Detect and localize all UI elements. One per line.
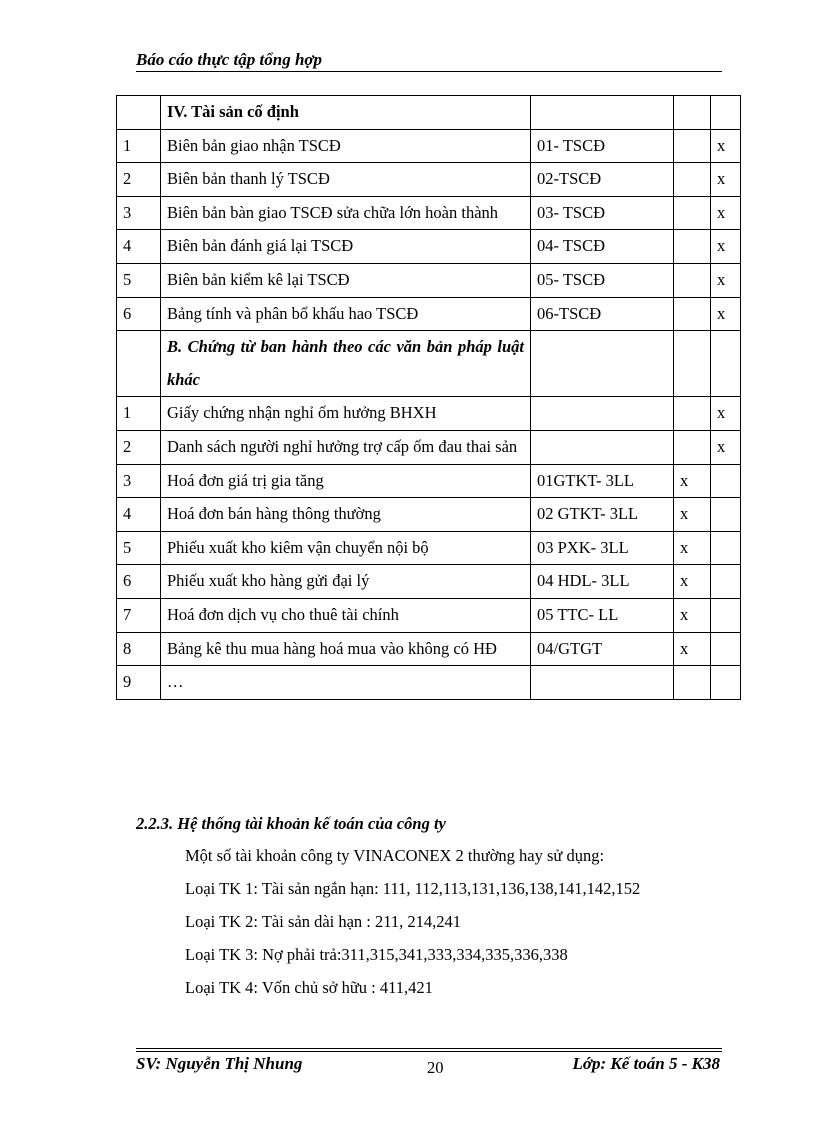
section-intro: Một số tài khoản công ty VINACONEX 2 thường hay sử dụng: <box>185 846 605 865</box>
document-code-cell: 04/GTGT <box>531 632 674 666</box>
document-name-cell: Giấy chứng nhận nghỉ ốm hưởng BHXH <box>161 397 531 431</box>
mark-cell-b: x <box>711 163 741 197</box>
document-code-cell <box>531 666 674 700</box>
footer-divider-inner <box>136 1051 722 1052</box>
table-row <box>117 331 741 397</box>
row-number-cell: 8 <box>117 632 161 666</box>
mark-cell-a <box>674 96 711 130</box>
table-row <box>117 598 741 632</box>
mark-cell-b: x <box>711 397 741 431</box>
table-row <box>117 397 741 431</box>
mark-cell-b: x <box>711 129 741 163</box>
row-number-cell: 1 <box>117 397 161 431</box>
account-line-3: Loại TK 3: Nợ phải trả:311,315,341,333,334,335,336,338 <box>185 945 568 964</box>
document-name-cell: Bảng tính và phân bổ khấu hao TSCĐ <box>161 297 531 331</box>
mark-cell-b <box>711 632 741 666</box>
row-number-cell: 2 <box>117 163 161 197</box>
document-code-cell <box>531 331 674 397</box>
mark-cell-b: x <box>711 263 741 297</box>
mark-cell-a <box>674 263 711 297</box>
mark-cell-b <box>711 331 741 397</box>
page-header-title: Báo cáo thực tập tổng hợp <box>136 50 722 72</box>
mark-cell-b <box>711 598 741 632</box>
document-code-cell: 02-TSCĐ <box>531 163 674 197</box>
document-name-cell: B. Chứng từ ban hành theo các văn bản pháp luật khác <box>161 331 531 397</box>
document-name-cell: Hoá đơn giá trị gia tăng <box>161 464 531 498</box>
document-name-cell: Biên bản bàn giao TSCĐ sửa chữa lớn hoàn thành <box>161 196 531 230</box>
row-number-cell: 3 <box>117 464 161 498</box>
mark-cell-a: x <box>674 565 711 599</box>
document-table <box>116 95 741 700</box>
mark-cell-b <box>711 531 741 565</box>
table-row <box>117 565 741 599</box>
document-code-cell <box>531 430 674 464</box>
document-name-cell: Hoá đơn dịch vụ cho thuê tài chính <box>161 598 531 632</box>
document-name-cell: Biên bản kiểm kê lại TSCĐ <box>161 263 531 297</box>
row-number-cell: 6 <box>117 565 161 599</box>
mark-cell-a <box>674 331 711 397</box>
mark-cell-a: x <box>674 531 711 565</box>
table-row <box>117 230 741 264</box>
mark-cell-a: x <box>674 464 711 498</box>
table-row <box>117 263 741 297</box>
document-code-cell: 03- TSCĐ <box>531 196 674 230</box>
table-row <box>117 96 741 130</box>
section-heading: 2.2.3. Hệ thống tài khoản kế toán của công ty <box>136 814 446 833</box>
mark-cell-a <box>674 666 711 700</box>
row-number-cell: 3 <box>117 196 161 230</box>
table-row <box>117 430 741 464</box>
mark-cell-b <box>711 464 741 498</box>
mark-cell-b: x <box>711 230 741 264</box>
document-name-cell: Phiếu xuất kho kiêm vận chuyển nội bộ <box>161 531 531 565</box>
table-row <box>117 464 741 498</box>
mark-cell-b: x <box>711 430 741 464</box>
table-row <box>117 196 741 230</box>
mark-cell-b <box>711 96 741 130</box>
mark-cell-a <box>674 163 711 197</box>
table-row <box>117 297 741 331</box>
mark-cell-a <box>674 397 711 431</box>
mark-cell-a <box>674 129 711 163</box>
document-code-cell: 05- TSCĐ <box>531 263 674 297</box>
mark-cell-a: x <box>674 498 711 532</box>
mark-cell-a <box>674 230 711 264</box>
document-code-cell: 01GTKT- 3LL <box>531 464 674 498</box>
document-name-cell: IV. Tài sản cố định <box>161 96 531 130</box>
table-row <box>117 498 741 532</box>
row-number-cell: 5 <box>117 263 161 297</box>
document-name-cell: Phiếu xuất kho hàng gửi đại lý <box>161 565 531 599</box>
document-code-cell: 04 HDL- 3LL <box>531 565 674 599</box>
mark-cell-b: x <box>711 196 741 230</box>
table-row <box>117 632 741 666</box>
document-code-cell: 03 PXK- 3LL <box>531 531 674 565</box>
document-code-cell: 05 TTC- LL <box>531 598 674 632</box>
row-number-cell: 4 <box>117 498 161 532</box>
row-number-cell: 2 <box>117 430 161 464</box>
footer-divider <box>136 1048 722 1049</box>
mark-cell-a <box>674 297 711 331</box>
document-code-cell: 04- TSCĐ <box>531 230 674 264</box>
document-name-cell: Biên bản đánh giá lại TSCĐ <box>161 230 531 264</box>
table-row <box>117 129 741 163</box>
document-code-cell <box>531 96 674 130</box>
table-row <box>117 531 741 565</box>
document-code-cell: 01- TSCĐ <box>531 129 674 163</box>
account-line-4: Loại TK 4: Vốn chủ sở hữu : 411,421 <box>185 978 433 997</box>
table-row <box>117 666 741 700</box>
document-code-cell: 02 GTKT- 3LL <box>531 498 674 532</box>
row-number-cell <box>117 331 161 397</box>
document-name-cell: Biên bản giao nhận TSCĐ <box>161 129 531 163</box>
account-line-1: Loại TK 1: Tài sản ngắn hạn: 111, 112,113,131,136,138,141,142,152 <box>185 879 641 898</box>
document-name-cell: Bảng kê thu mua hàng hoá mua vào không có HĐ <box>161 632 531 666</box>
mark-cell-a <box>674 196 711 230</box>
table-row <box>117 163 741 197</box>
row-number-cell: 6 <box>117 297 161 331</box>
document-code-cell: 06-TSCĐ <box>531 297 674 331</box>
mark-cell-a: x <box>674 632 711 666</box>
document-name-cell: … <box>161 666 531 700</box>
mark-cell-b <box>711 565 741 599</box>
document-name-cell: Danh sách người nghỉ hưởng trợ cấp ốm đau thai sản <box>161 430 531 464</box>
document-name-cell: Hoá đơn bán hàng thông thường <box>161 498 531 532</box>
row-number-cell: 5 <box>117 531 161 565</box>
page-number: 20 <box>427 1058 444 1077</box>
row-number-cell <box>117 96 161 130</box>
document-name-cell: Biên bản thanh lý TSCĐ <box>161 163 531 197</box>
mark-cell-a: x <box>674 598 711 632</box>
mark-cell-a <box>674 430 711 464</box>
footer-student: SV: Nguyễn Thị Nhung <box>136 1054 303 1073</box>
document-table-body <box>117 96 741 700</box>
row-number-cell: 1 <box>117 129 161 163</box>
footer-class: Lớp: Kế toán 5 - K38 <box>572 1054 720 1073</box>
row-number-cell: 7 <box>117 598 161 632</box>
mark-cell-b: x <box>711 297 741 331</box>
row-number-cell: 9 <box>117 666 161 700</box>
row-number-cell: 4 <box>117 230 161 264</box>
mark-cell-b <box>711 666 741 700</box>
account-line-2: Loại TK 2: Tài sản dài hạn : 211, 214,241 <box>185 912 462 931</box>
document-code-cell <box>531 397 674 431</box>
mark-cell-b <box>711 498 741 532</box>
